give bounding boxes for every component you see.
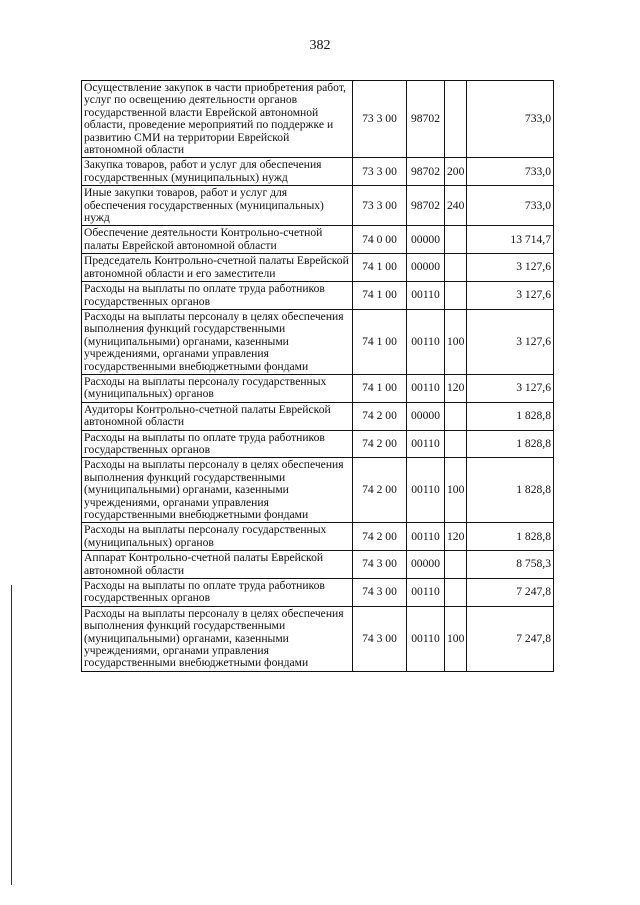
program-code-cell: 74 3 00 <box>353 551 407 579</box>
program-code-cell: 74 2 00 <box>353 402 407 430</box>
program-code-cell: 74 1 00 <box>353 254 407 282</box>
expense-type-cell <box>445 430 467 458</box>
table-row <box>82 226 554 254</box>
table-row <box>82 579 554 607</box>
table-row <box>82 158 554 186</box>
page-number: 382 <box>309 38 331 53</box>
expense-type-cell <box>445 226 467 254</box>
table-row <box>82 374 554 402</box>
amount-cell: 7 247,8 <box>467 606 554 671</box>
table-row <box>82 81 554 158</box>
table-row <box>82 606 554 671</box>
program-code-cell: 73 3 00 <box>353 186 407 226</box>
expense-name-cell: Осуществление закупок в части приобретения работ, услуг по освещению деятельности органов государственной власти Еврейской автономной области, проведение мероприятий по поддержке и развитию СМИ на территории Еврейской автономной области <box>82 81 353 158</box>
amount-cell: 3 127,6 <box>467 282 554 310</box>
expense-type-cell: 100 <box>445 606 467 671</box>
expense-type-cell <box>445 282 467 310</box>
direction-code-cell: 98702 <box>407 158 445 186</box>
expense-name-cell: Расходы на выплаты по оплате труда работников государственных органов <box>82 579 353 607</box>
direction-code-cell: 00110 <box>407 282 445 310</box>
expense-type-cell <box>445 579 467 607</box>
expense-type-cell: 240 <box>445 186 467 226</box>
amount-cell: 3 127,6 <box>467 254 554 282</box>
expense-name-cell: Председатель Контрольно-счетной палаты Еврейской автономной области и его заместители <box>82 254 353 282</box>
table-row <box>82 282 554 310</box>
expense-type-cell: 100 <box>445 309 467 374</box>
amount-cell: 733,0 <box>467 81 554 158</box>
program-code-cell: 74 1 00 <box>353 282 407 310</box>
amount-cell: 733,0 <box>467 186 554 226</box>
amount-cell: 8 758,3 <box>467 551 554 579</box>
program-code-cell: 73 3 00 <box>353 158 407 186</box>
expense-name-cell: Расходы на выплаты персоналу в целях обеспечения выполнения функций государственными (муниципальными) органами, казенными учреждениями, органами управления государственными внебюджетными фондами <box>82 606 353 671</box>
direction-code-cell: 00110 <box>407 309 445 374</box>
expense-type-cell: 100 <box>445 458 467 523</box>
direction-code-cell: 00110 <box>407 523 445 551</box>
table-row <box>82 458 554 523</box>
expense-name-cell: Расходы на выплаты персоналу в целях обеспечения выполнения функций государственными (муниципальными) органами, казенными учреждениями, органами управления государственными внебюджетными фондами <box>82 458 353 523</box>
expense-type-cell <box>445 81 467 158</box>
expense-name-cell: Обеспечение деятельности Контрольно-счетной палаты Еврейской автономной области <box>82 226 353 254</box>
table-row <box>82 186 554 226</box>
program-code-cell: 74 3 00 <box>353 606 407 671</box>
direction-code-cell: 00110 <box>407 606 445 671</box>
expense-type-cell <box>445 551 467 579</box>
direction-code-cell: 00110 <box>407 374 445 402</box>
budget-table-body <box>82 81 554 672</box>
table-row <box>82 402 554 430</box>
amount-cell: 1 828,8 <box>467 458 554 523</box>
amount-cell: 13 714,7 <box>467 226 554 254</box>
amount-cell: 733,0 <box>467 158 554 186</box>
amount-cell: 1 828,8 <box>467 523 554 551</box>
direction-code-cell: 00000 <box>407 226 445 254</box>
direction-code-cell: 00110 <box>407 579 445 607</box>
expense-name-cell: Аппарат Контрольно-счетной палаты Еврейской автономной области <box>82 551 353 579</box>
expense-name-cell: Иные закупки товаров, работ и услуг для обеспечения государственных (муниципальных) нужд <box>82 186 353 226</box>
direction-code-cell: 00110 <box>407 458 445 523</box>
table-row <box>82 309 554 374</box>
direction-code-cell: 98702 <box>407 81 445 158</box>
program-code-cell: 74 2 00 <box>353 430 407 458</box>
amount-cell: 3 127,6 <box>467 309 554 374</box>
expense-name-cell: Расходы на выплаты по оплате труда работников государственных органов <box>82 282 353 310</box>
expense-name-cell: Расходы на выплаты персоналу в целях обеспечения выполнения функций государственными (муниципальными) органами, казенными учреждениями, органами управления государственными внебюджетными фондами <box>82 309 353 374</box>
direction-code-cell: 00000 <box>407 551 445 579</box>
program-code-cell: 73 3 00 <box>353 81 407 158</box>
table-row <box>82 430 554 458</box>
budget-table <box>81 80 554 672</box>
amount-cell: 1 828,8 <box>467 430 554 458</box>
program-code-cell: 74 2 00 <box>353 523 407 551</box>
direction-code-cell: 00000 <box>407 402 445 430</box>
table-row <box>82 254 554 282</box>
expense-type-cell: 120 <box>445 374 467 402</box>
expense-type-cell <box>445 402 467 430</box>
expense-name-cell: Расходы на выплаты персоналу государственных (муниципальных) органов <box>82 523 353 551</box>
amount-cell: 1 828,8 <box>467 402 554 430</box>
expense-name-cell: Аудиторы Контрольно-счетной палаты Еврейской автономной области <box>82 402 353 430</box>
program-code-cell: 74 1 00 <box>353 309 407 374</box>
amount-cell: 7 247,8 <box>467 579 554 607</box>
expense-name-cell: Закупка товаров, работ и услуг для обеспечения государственных (муниципальных) нужд <box>82 158 353 186</box>
expense-type-cell: 200 <box>445 158 467 186</box>
table-row <box>82 523 554 551</box>
direction-code-cell: 00000 <box>407 254 445 282</box>
expense-name-cell: Расходы на выплаты по оплате труда работников государственных органов <box>82 430 353 458</box>
program-code-cell: 74 2 00 <box>353 458 407 523</box>
direction-code-cell: 00110 <box>407 430 445 458</box>
program-code-cell: 74 3 00 <box>353 579 407 607</box>
table-row <box>82 551 554 579</box>
direction-code-cell: 98702 <box>407 186 445 226</box>
scan-margin-line <box>11 585 12 885</box>
expense-name-cell: Расходы на выплаты персоналу государственных (муниципальных) органов <box>82 374 353 402</box>
expense-type-cell: 120 <box>445 523 467 551</box>
amount-cell: 3 127,6 <box>467 374 554 402</box>
program-code-cell: 74 0 00 <box>353 226 407 254</box>
program-code-cell: 74 1 00 <box>353 374 407 402</box>
expense-type-cell <box>445 254 467 282</box>
